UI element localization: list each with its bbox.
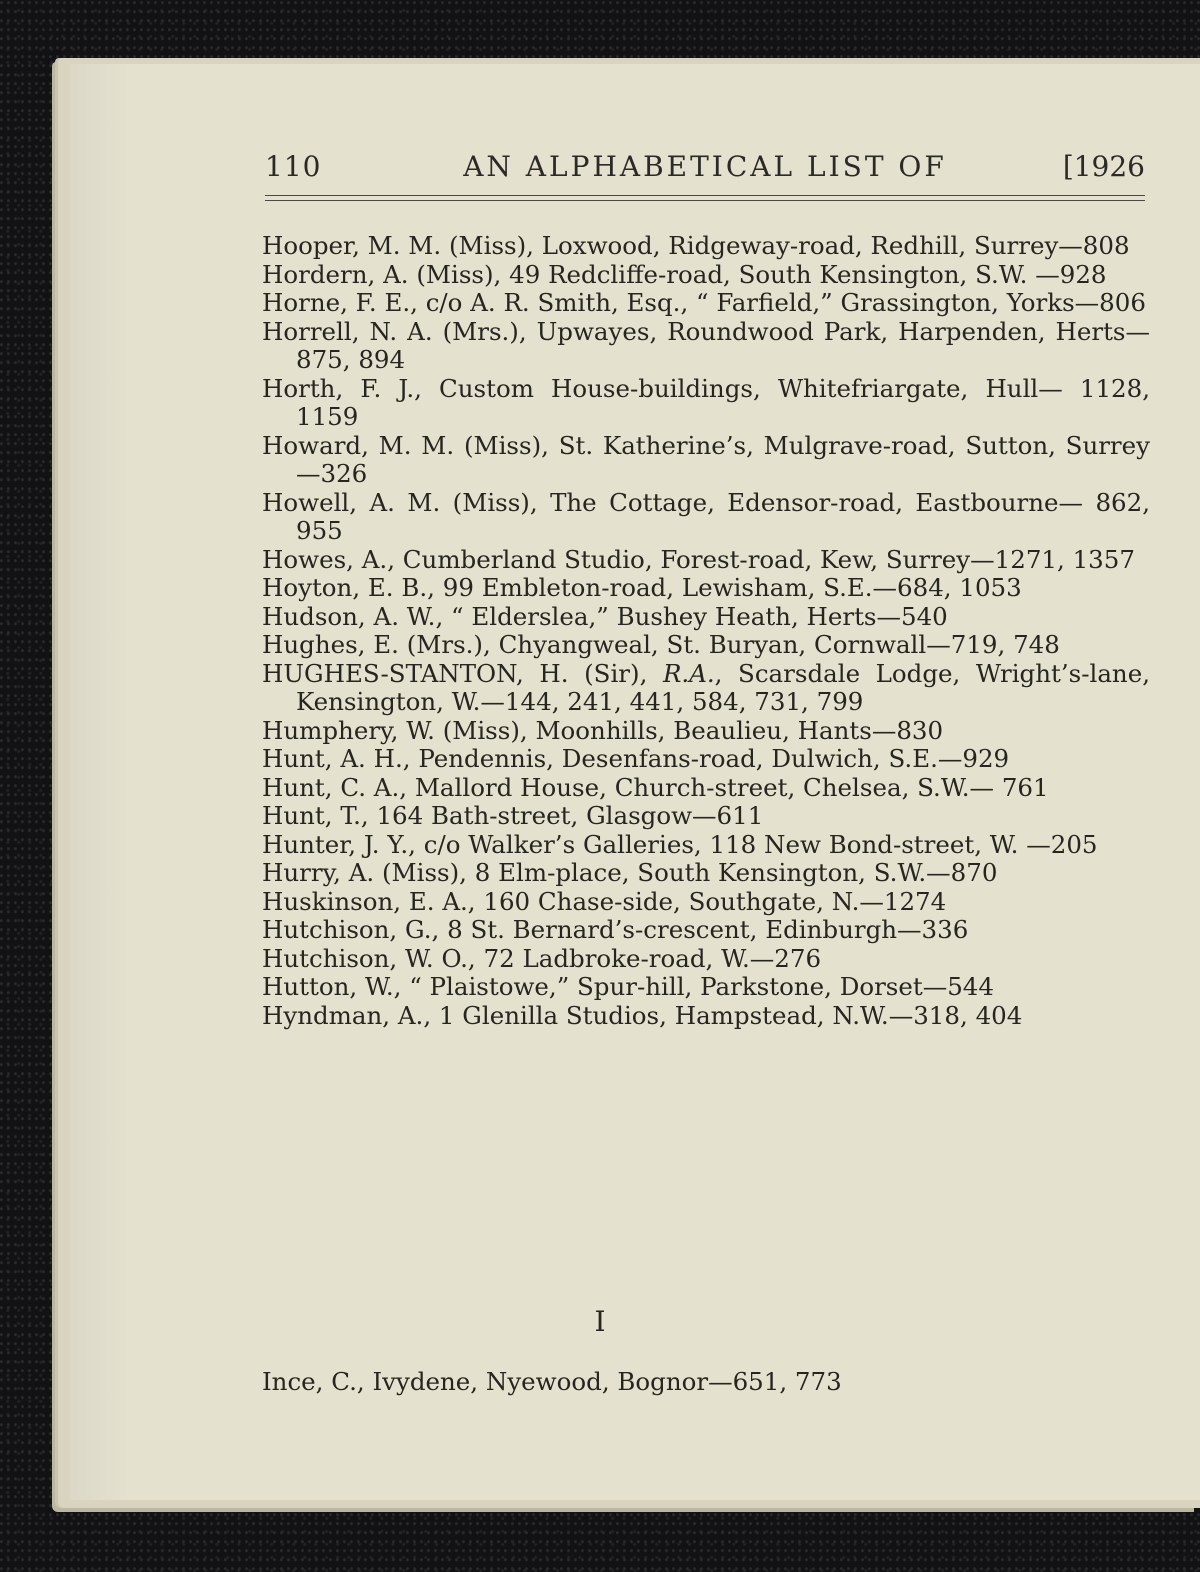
list-entry: Hordern, A. (Miss), 49 Redcliffe-road, South Kensington, S.W. —928 — [262, 259, 1107, 289]
list-entry: Ince, C., Ivydene, Nyewood, Bognor—651, 773 — [262, 1367, 842, 1396]
running-header — [265, 148, 1145, 188]
list-entry: Hunt, T., 164 Bath-street, Glasgow—611 — [262, 801, 764, 830]
list-entry: Hunt, C. A., Mallord House, Church-street, Chelsea, S.W.— 761 — [262, 772, 1049, 802]
list-entry: Huskinson, E. A., 160 Chase-side, Southgate, N.—1274 — [262, 886, 947, 916]
entry-address: , Scarsdale Lodge, Wright’s-lane, Kensington, W.—144, 241, 441, 584, 731, 799 — [296, 658, 1150, 716]
list-entry: Horrell, N. A. (Mrs.), Upwayes, Roundwood Park, Harpenden, Herts—875, 894 — [262, 316, 1150, 374]
list-entry: Howell, A. M. (Miss), The Cottage, Edensor-road, Eastbourne— 862, 955 — [262, 487, 1150, 545]
list-entry-ra — [262, 660, 1150, 717]
list-entry: Humphery, W. (Miss), Moonhills, Beaulieu, Hants—830 — [262, 715, 944, 745]
list-entry: Horne, F. E., c/o A. R. Smith, Esq., “ Farfield,” Grassington, Yorks—806 — [262, 288, 1146, 317]
list-entry: Horth, F. J., Custom House-buildings, Whitefriargate, Hull— 1128, 1159 — [262, 373, 1150, 431]
list-entry: Hutchison, G., 8 St. Bernard’s-crescent, Edinburgh—336 — [262, 915, 969, 944]
list-entry: Hoyton, E. B., 99 Embleton-road, Lewisham, S.E.—684, 1053 — [262, 573, 1022, 602]
list-entry: Hutton, W., “ Plaistowe,” Spur-hill, Parkstone, Dorset—544 — [262, 972, 994, 1001]
entry-list-h — [262, 232, 1150, 1030]
running-title: AN ALPHABETICAL LIST OF — [463, 150, 947, 183]
list-entry: Hunt, A. H., Pendennis, Desenfans-road, Dulwich, S.E.—929 — [262, 744, 1010, 773]
header-rule-secondary — [265, 200, 1145, 201]
entry-name: HUGHES-STANTON, H. (Sir), — [262, 658, 663, 688]
list-entry: Hutchison, W. O., 72 Ladbroke-road, W.—276 — [262, 943, 822, 973]
header-rule — [265, 195, 1145, 196]
list-entry: Howard, M. M. (Miss), St. Katherine’s, Mulgrave-road, Sutton, Surrey—326 — [262, 430, 1150, 488]
entry-title-ra: R.A. — [662, 658, 715, 688]
list-entry: Hudson, A. W., “ Eldersleа,” Bushey Heath, Herts—540 — [262, 601, 948, 631]
entry-list-i — [262, 1368, 1150, 1397]
list-entry: Hooper, M. M. (Miss), Loxwood, Ridgeway-road, Redhill, Surrey—808 — [262, 231, 1130, 260]
page-number: 110 — [265, 150, 322, 183]
section-letter: I — [594, 1305, 606, 1338]
list-entry: Howes, A., Cumberland Studio, Forest-road, Kew, Surrey—1271, 1357 — [262, 544, 1135, 574]
list-entry: Hyndman, A., 1 Glenilla Studios, Hampstead, N.W.—318, 404 — [262, 1000, 1023, 1030]
list-entry: Hughes, E. (Mrs.), Chyangweal, St. Buryan, Cornwall—719, 748 — [262, 630, 1060, 659]
list-entry: Hunter, J. Y., c/o Walker’s Galleries, 118 New Bond-street, W. —205 — [262, 829, 1098, 859]
header-year: [1926 — [1062, 150, 1145, 183]
list-entry: Hurry, A. (Miss), 8 Elm-place, South Kensington, S.W.—870 — [262, 858, 998, 887]
